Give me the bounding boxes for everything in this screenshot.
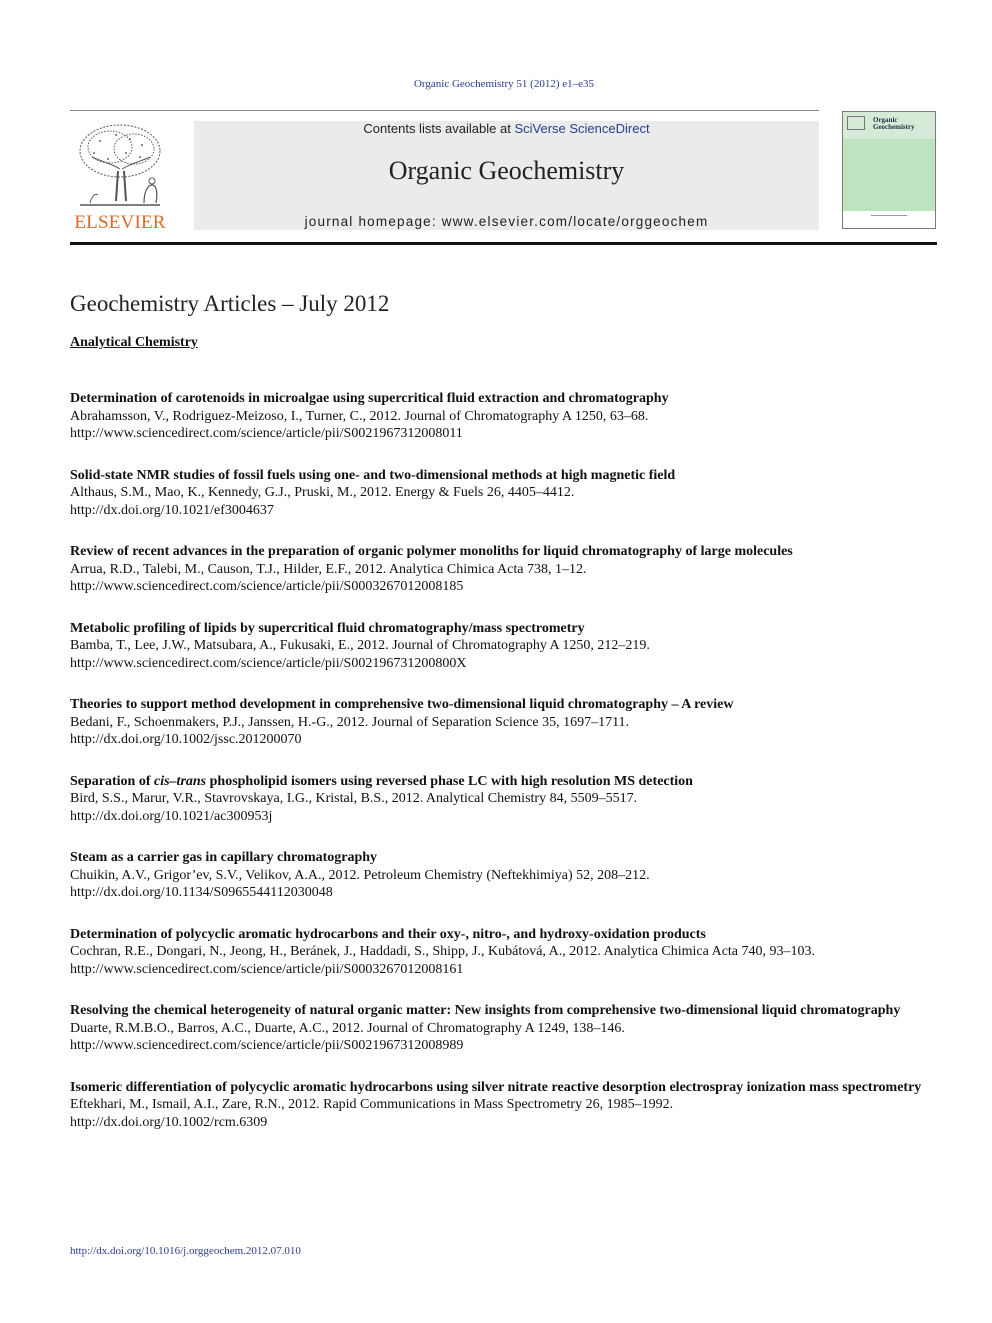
list-item	[70, 1079, 937, 1132]
journal-cover-thumbnail	[842, 111, 936, 229]
entry-title: Steam as a carrier gas in capillary chromatography	[70, 850, 378, 865]
journal-reference-link[interactable]: Organic Geochemistry 51 (2012) e1–e35	[413, 78, 595, 90]
entry-link[interactable]: http://dx.doi.org/10.1021/ef3004637	[70, 502, 274, 518]
entry-citation: Duarte, R.M.B.O., Barros, A.C., Duarte, A.C., 2012. Journal of Chromatography A 1249, 138–146.	[70, 1020, 625, 1036]
entry-title: Determination of polycyclic aromatic hydrocarbons and their oxy-, nitro-, and hydroxy-oxidation products	[70, 926, 706, 942]
entry-citation: Chuikin, A.V., Grigor’ev, S.V., Velikov, A.A., 2012. Petroleum Chemistry (Neftekhimiya) 52, 208–212.	[70, 867, 650, 883]
list-item	[70, 1002, 937, 1055]
entry-title: Resolving the chemical heterogeneity of natural organic matter: New insights from comprehensive two-dimensional liquid chromatography	[70, 1003, 901, 1018]
entry-title: Solid-state NMR studies of fossil fuels using one- and two-dimensional methods at high magnetic field	[70, 467, 676, 483]
cover-body	[843, 139, 935, 211]
entry-link[interactable]: http://www.sciencedirect.com/science/article/pii/S002196731200800X	[70, 655, 467, 671]
entry-link[interactable]: http://www.sciencedirect.com/science/article/pii/S0003267012008185	[70, 579, 464, 594]
entry-citation: Bedani, F., Schoenmakers, P.J., Janssen, H.-G., 2012. Journal of Separation Science 35, 1697–1711.	[70, 714, 630, 730]
entry-link[interactable]: http://www.sciencedirect.com/science/article/pii/S0021967312008989	[70, 1038, 464, 1053]
footer-doi-link[interactable]: http://dx.doi.org/10.1016/j.orggeochem.2012.07.010	[70, 1245, 301, 1257]
entry-title: Theories to support method development in comprehensive two-dimensional liquid chromatography – A review	[70, 697, 734, 712]
entry-citation: Arrua, R.D., Talebi, M., Causon, T.J., Hilder, E.F., 2012. Analytica Chimica Acta 738, 1–12.	[70, 561, 587, 577]
list-item	[70, 620, 937, 673]
entry-title-italic: cis–trans	[154, 773, 207, 789]
journal-name: Organic Geochemistry	[388, 156, 625, 185]
list-item	[70, 467, 937, 520]
sciencedirect-link[interactable]: SciVerse ScienceDirect	[514, 121, 650, 136]
entry-title	[70, 773, 937, 791]
list-item	[70, 926, 937, 979]
cover-mini-logo-icon	[847, 116, 865, 130]
page-title: Geochemistry Articles – July 2012	[70, 291, 390, 316]
entry-title: Determination of carotenoids in microalgae using supercritical fluid extraction and chromatography	[70, 391, 669, 406]
entry-link[interactable]: http://www.sciencedirect.com/science/article/pii/S0021967312008011	[70, 426, 463, 441]
entry-title: Isomeric differentiation of polycyclic aromatic hydrocarbons using silver nitrate reactive desorption electrospray ionization mass spectrometry	[70, 1079, 922, 1095]
entry-title-post: phospholipid isomers using reversed phase LC with high resolution MS detection	[206, 773, 693, 789]
entry-citation: Eftekhari, M., Ismail, A.I., Zare, R.N., 2012. Rapid Communications in Mass Spectrometry 26, 1985–1992.	[70, 1097, 674, 1112]
list-item	[70, 849, 937, 902]
entry-title: Review of recent advances in the preparation of organic polymer monoliths for liquid chromatography of large molecules	[70, 544, 793, 559]
journal-reference[interactable]	[0, 78, 992, 90]
list-item	[70, 543, 937, 596]
entry-link[interactable]: http://dx.doi.org/10.1021/ac300953j	[70, 808, 273, 824]
list-item	[70, 390, 937, 443]
entry-citation: Althaus, S.M., Mao, K., Kennedy, G.J., Pruski, M., 2012. Energy & Fuels 26, 4405–4412.	[70, 485, 575, 500]
tree-logo-icon	[70, 121, 170, 213]
entry-citation: Bird, S.S., Marur, V.R., Stavrovskaya, I.G., Kristal, B.S., 2012. Analytical Chemistry 84, 5509–5517.	[70, 791, 638, 806]
entry-link[interactable]: http://dx.doi.org/10.1134/S0965544112030048	[70, 885, 333, 900]
journal-homepage[interactable]: journal homepage: www.elsevier.com/locate/orggeochem	[304, 214, 709, 229]
list-item	[70, 696, 937, 749]
entry-citation: Bamba, T., Lee, J.W., Matsubara, A., Fukusaki, E., 2012. Journal of Chromatography A 1250, 212–219.	[70, 638, 650, 653]
section-heading: Analytical Chemistry	[70, 335, 198, 350]
list-item	[70, 773, 937, 826]
cover-footer-rule	[871, 215, 907, 224]
contents-prefix: Contents lists available at	[363, 121, 511, 136]
entry-title-pre: Separation of	[70, 773, 154, 789]
article-list	[70, 390, 937, 1155]
top-divider	[70, 110, 819, 111]
entry-link[interactable]: http://dx.doi.org/10.1002/jssc.201200070	[70, 732, 302, 747]
entry-link[interactable]: http://dx.doi.org/10.1002/rcm.6309	[70, 1114, 268, 1130]
entry-citation: Abrahamsson, V., Rodriguez-Meizoso, I., Turner, C., 2012. Journal of Chromatography A 1250, 63–68.	[70, 408, 649, 424]
cover-title: Organic Geochemistry	[873, 116, 915, 131]
entry-link[interactable]: http://www.sciencedirect.com/science/article/pii/S0003267012008161	[70, 961, 464, 977]
journal-banner	[194, 121, 819, 230]
entry-citation: Cochran, R.E., Dongari, N., Jeong, H., Beránek, J., Haddadi, S., Shipp, J., Kubátová, A., 2012. Analytica Chimica Acta 740, 93–103.	[70, 944, 816, 959]
header-divider	[70, 242, 937, 245]
contents-availability	[194, 121, 819, 136]
publisher-name: ELSEVIER	[74, 212, 166, 233]
entry-title: Metabolic profiling of lipids by supercritical fluid chromatography/mass spectrometry	[70, 620, 585, 636]
